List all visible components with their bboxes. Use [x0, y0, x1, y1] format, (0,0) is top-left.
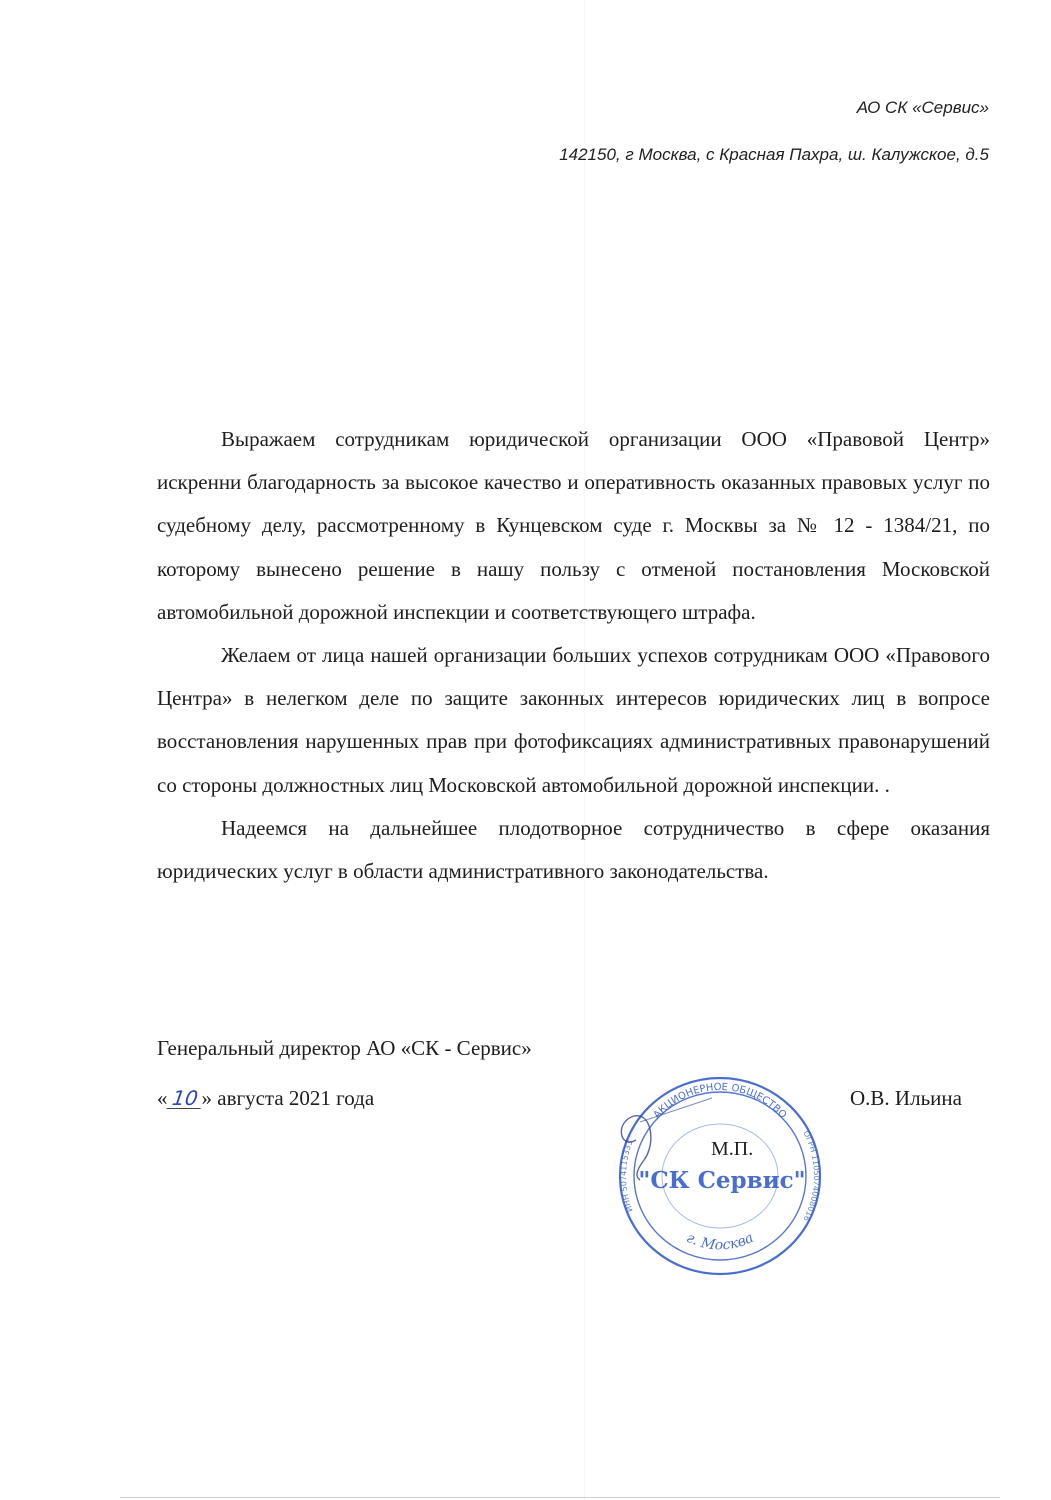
company-address: 142150, г Москва, с Красная Пахра, ш. Калужское, д.5 — [559, 145, 989, 164]
scan-bottom-edge — [120, 1497, 1000, 1498]
date-month-year: » августа 2021 года — [201, 1086, 375, 1110]
stamp-ogrn-text: ОГРН 1105074008016 — [801, 1129, 821, 1223]
paragraph-wishes: Желаем от лица нашей организации больших успехов сотрудникам ООО «Правового Центра» в нелегком деле по защите законных интересов юридических лиц в вопросе восстановления нарушенных прав при фотофиксациях административных правонарушений со стороны должностных лиц Московской автомобильной дорожной инспекции. . — [157, 643, 990, 797]
paragraph-gratitude: Выражаем сотрудникам юридической организации ООО «Правовой Центр» искренни благодарность за высокое качество и оперативность оказанных правовых услуг по судебному делу, рассмотренному в Кунцевском суде г. Москвы за № 12 - 1384/21, по которому вынесено решение в нашу пользу с отменой постановления Московской автомобильной дорожной инспекции и соответствующего штрафа. — [157, 427, 990, 624]
letter-body — [157, 418, 990, 893]
date-quote-open: « — [157, 1086, 168, 1110]
signer-name: О.В. Ильина — [850, 1086, 962, 1110]
stamp-ring-top-text: АКЦИОНЕРНОЕ ОБЩЕСТВО — [651, 1081, 789, 1121]
stamp-center-text: "СК Сервис" — [638, 1167, 806, 1194]
date-day-handwritten: 10 — [166, 1088, 203, 1109]
company-stamp — [600, 1060, 840, 1290]
paragraph-cooperation: Надеемся на дальнейшее плодотворное сотрудничество в сфере оказания юридических услуг в области административного законодательства. — [157, 815, 990, 884]
letter-date — [157, 1086, 374, 1111]
company-name: АО СК «Сервис» — [856, 98, 989, 117]
signer-title: Генеральный директор АО «СК - Сервис» — [157, 1036, 532, 1060]
stamp-city-text: г. Москва — [683, 1229, 757, 1254]
stamp-inn-text: ИНН 5074115333 — [619, 1138, 635, 1214]
stamp-place-label: М.П. — [711, 1138, 754, 1160]
